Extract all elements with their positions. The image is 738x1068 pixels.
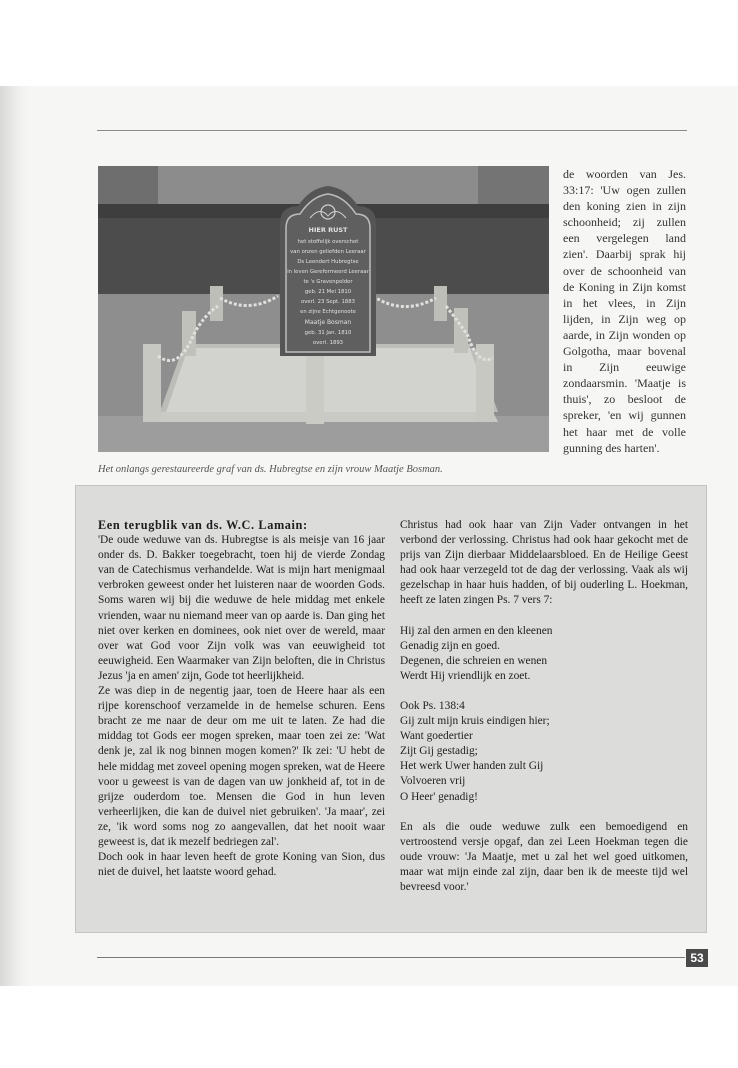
stone-line: Maatje Bosman bbox=[304, 319, 352, 326]
stone-line: van onzen geliefden Leeraar bbox=[290, 249, 366, 255]
grave-photo bbox=[98, 166, 549, 452]
paragraph: Ze was diep in de negentig jaar, toen de Heere haar als een rijpe korenschoof verzamelde in de hemelse schuren. Eens bracht ze me naar de deur om me uit te laten. Ze had die middag tot Gods eer mogen spreken, maar toen zei ze: 'Wat denk je, zal ik nog binnen mogen komen?' Ik zei: 'U hebt de hele middag met zoveel opening mogen spreken, wat de Heere voor u geweest is van de dagen van uw jonkheid af, tot in de grijze ouderdom toe. Mensen die God in hun leven verheerlijken, die kan de duivel niet gebruiken'. 'Ja maar', zei ze, 'ik word soms nog zo aangevallen, dat het nooit waar geweest is, dat ik mezelf bedriegen zal'. bbox=[98, 685, 385, 848]
verse-reference: Ook Ps. 138:4 bbox=[400, 699, 465, 712]
verse-line: O Heer' genadig! bbox=[400, 790, 478, 803]
verse-line: Hij zal den armen en den kleenen bbox=[400, 624, 553, 637]
paragraph: 'De oude weduwe van ds. Hubregtse is als meisje van 16 jaar onder ds. D. Bakker toegebracht, toen hij de vierde Zondag van de Catechismus verhandelde. Wat is mijn hart menigmaal verbroken geweest onder het luisteren naar de woorden Gods. Soms waren wij bij die weduwe de hele middag met enkele vrienden, waar nu niemand meer van op aarde is. Dan ging het niet over kerken en dominees, ook niet over de wereld, maar over wat God voor Zijn volk was van eeuwigheid tot eeuwigheid. Een Waarmaker van Zijn beloften, die in Christus Jezus 'ja en amen' zijn, Gode tot heerlijkheid. bbox=[98, 534, 385, 682]
stone-line: in leven Gereformeerd Leeraar bbox=[287, 269, 369, 275]
stone-line: te 's Gravenpolder bbox=[303, 279, 353, 285]
page-number: 53 bbox=[686, 949, 708, 967]
stone-line: overl. 23 Sept. 1883 bbox=[301, 299, 355, 305]
verse-line: Degenen, die schreien en wenen bbox=[400, 654, 548, 667]
stone-line: overl. 1893 bbox=[312, 340, 344, 346]
box-heading: Een terugblik van ds. W.C. Lamain: bbox=[98, 518, 308, 532]
verse-line: Gij zult mijn kruis eindigen hier; bbox=[400, 715, 550, 728]
box-right-column bbox=[400, 518, 688, 895]
box-left-column bbox=[98, 518, 385, 880]
stone-line: Ds Leendert Hubregtse bbox=[297, 259, 359, 265]
verse-line: Werdt Hij vriendlijk en zoet. bbox=[400, 669, 531, 682]
verse-line: Zijt Gij gestadig; bbox=[400, 745, 478, 758]
stone-line: geb. 21 Mei 1810 bbox=[304, 289, 352, 295]
bottom-rule bbox=[97, 957, 685, 958]
verse-line: Het werk Uwer handen zult Gij bbox=[400, 760, 544, 773]
stone-line: HIER RUST bbox=[308, 226, 348, 234]
side-column-text: de woorden van Jes. 33:17: 'Uw ogen zullen den koning zien in zijn schoonheid; zij zullen een vergelegen land zien'. Daarbij sprak hij over de schoonheid van de Koning in Zijn komst in het vlees, in Zijn lijden, in Zijn weg op aarde, in Zijn wonden op Golgotha, maar bovenal in Zijn eeuwige zondaarsmin. 'Maatje is thuis', zo besloot de spreker, 'en wij gunnen het haar met de volle gunning des harten'. bbox=[563, 167, 686, 455]
verse-line: Want goedertier bbox=[400, 730, 473, 743]
verse-line: Genadig zijn en goed. bbox=[400, 639, 500, 652]
verse-line: Volvoeren vrij bbox=[400, 775, 466, 788]
stone-line: geb. 31 Jan. 1810 bbox=[304, 330, 352, 336]
page-spine-shadow bbox=[0, 86, 30, 986]
paragraph: En als die oude weduwe zulk een bemoedigend en vertroostend versje opgaf, dan zei Leen Hoekman tegen die oude vrouw: 'Ja Maatje, met u zal het wel goed uitkomen, maar wat mijn einde zal zijn, daar ben ik de meeste tijd wel bevreesd voor.' bbox=[400, 820, 688, 893]
photo-caption: Het onlangs gerestaureerde graf van ds. Hubregtse en zijn vrouw Maatje Bosman. bbox=[98, 464, 443, 475]
stone-line: en zijne Echtgenoote bbox=[300, 309, 356, 315]
paragraph: Christus had ook haar van Zijn Vader ontvangen in het verbond der verlossing. Christus had ook haar gekocht met de prijs van Zijn dierbaar Middelaarsbloed. En de Heilige Geest had ook haar verzegeld tot de dag der verlossing. Vaak als wij gezelschap in haar huis hadden, of bij ouderling L. Hoekman, heeft ze laten zingen Ps. 7 vers 7: bbox=[400, 519, 688, 607]
top-rule bbox=[97, 130, 687, 131]
paragraph: Doch ook in haar leven heeft de grote Koning van Sion, dus niet de duivel, het laatste woord gehad. bbox=[98, 851, 385, 879]
stone-line: het stoffelijk overschot bbox=[297, 239, 359, 245]
